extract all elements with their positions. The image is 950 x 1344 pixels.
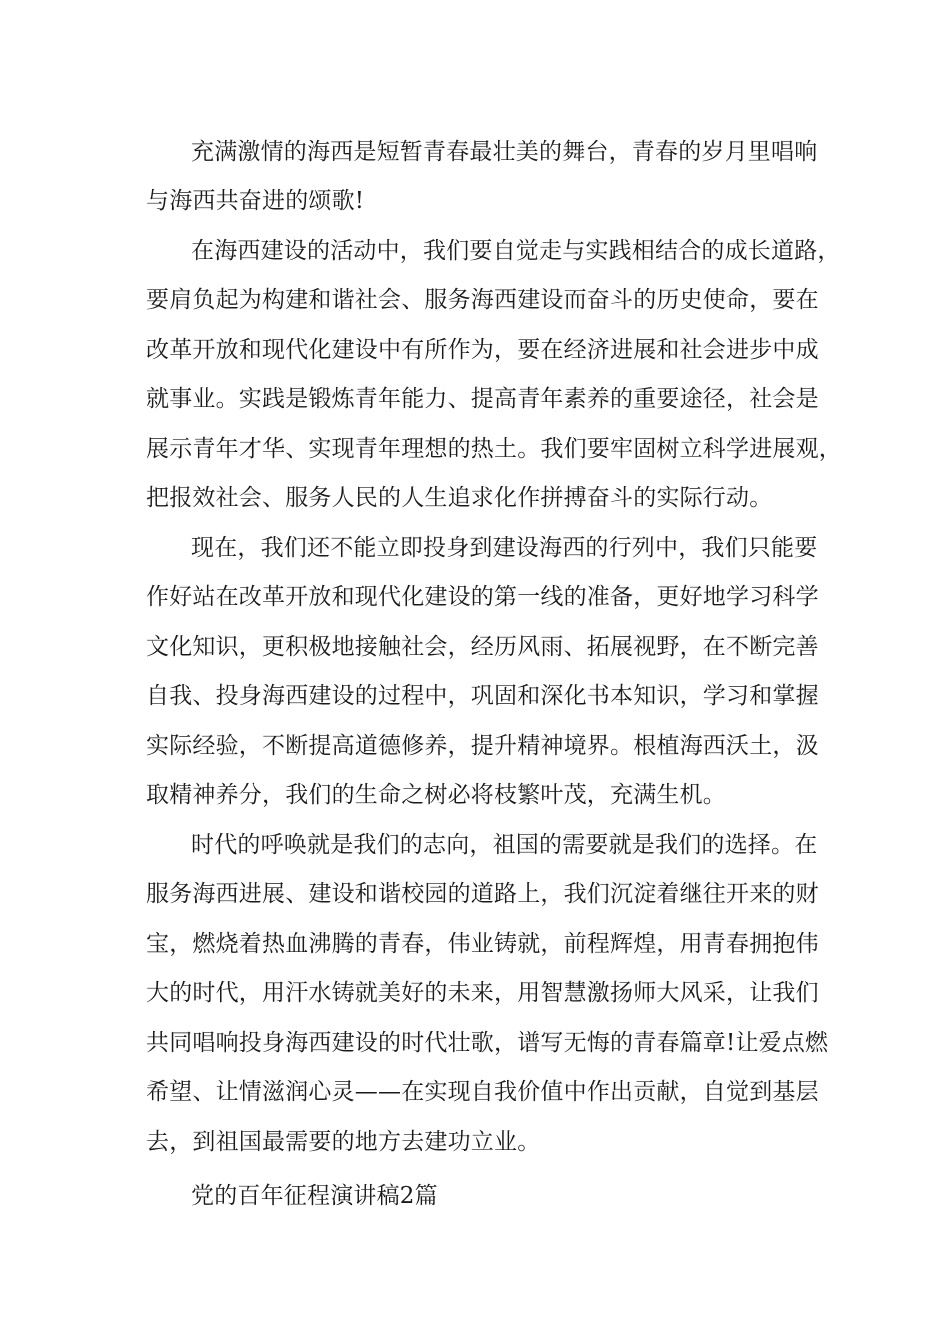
paragraph-line: 作好站在改革开放和现代化建设的第一线的准备，更好地学习科学	[146, 584, 819, 610]
paragraph-line: 把报效社会、服务人民的人生追求化作拼搏奋斗的实际行动。	[146, 485, 773, 511]
paragraph-line: 时代的呼唤就是我们的志向，祖国的需要就是我们的选择。在	[191, 832, 818, 858]
paragraph-line: 文化知识，更积极地接触社会，经历风雨、拓展视野，在不断完善	[146, 634, 819, 660]
paragraph-line: 展示青年才华、实现青年理想的热土。我们要牢固树立科学进展观，	[146, 436, 842, 462]
paragraph-line: 就事业。实践是锻炼青年能力、提高青年素养的重要途径，社会是	[146, 386, 819, 412]
paragraph-line: 大的时代，用汗水铸就美好的未来，用智慧激扬师大风采，让我们	[146, 980, 819, 1006]
paragraph-line: 共同唱响投身海西建设的时代壮歌，谱写无悔的青春篇章!让爱点燃	[146, 1030, 829, 1056]
paragraph-line: 现在，我们还不能立即投身到建设海西的行列中，我们只能要	[191, 535, 818, 561]
paragraph-line: 在海西建设的活动中，我们要自觉走与实践相结合的成长道路，	[191, 238, 841, 264]
paragraph-line: 与海西共奋进的颂歌!	[146, 188, 365, 214]
paragraph-line: 取精神养分，我们的生命之树必将枝繁叶茂，充满生机。	[146, 782, 726, 808]
paragraph-line: 去，到祖国最需要的地方去建功立业。	[146, 1129, 541, 1155]
paragraph-line: 服务海西进展、建设和谐校园的道路上，我们沉淀着继往开来的财	[146, 881, 819, 907]
paragraph-line: 宝，燃烧着热血沸腾的青春，伟业铸就，前程辉煌，用青春拥抱伟	[146, 931, 819, 957]
paragraph-line: 希望、让情滋润心灵——在实现自我价值中作出贡献，自觉到基层	[146, 1079, 819, 1105]
paragraph-line: 充满激情的海西是短暂青春最壮美的舞台，青春的岁月里唱响	[191, 139, 818, 165]
section-title: 党的百年征程演讲稿2篇	[191, 1183, 438, 1209]
paragraph-line: 实际经验，不断提高道德修养，提升精神境界。根植海西沃土，汲	[146, 733, 819, 759]
paragraph-line: 自我、投身海西建设的过程中，巩固和深化书本知识，学习和掌握	[146, 683, 819, 709]
paragraph-line: 改革开放和现代化建设中有所作为，要在经济进展和社会进步中成	[146, 337, 819, 363]
paragraph-line: 要肩负起为构建和谐社会、服务海西建设而奋斗的历史使命，要在	[146, 287, 819, 313]
